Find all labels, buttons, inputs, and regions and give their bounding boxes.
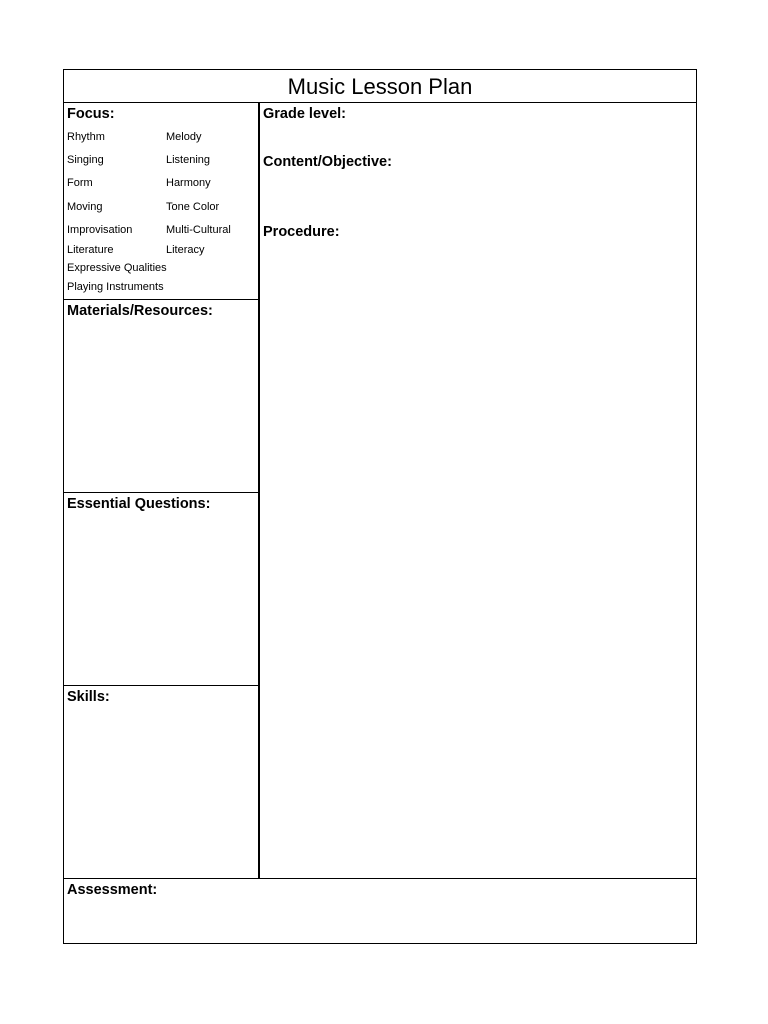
focus-item: Listening (166, 154, 211, 166)
right-column[interactable] (260, 103, 696, 878)
focus-item: Tone Color (166, 201, 220, 213)
skills-section[interactable] (64, 686, 258, 878)
focus-item: Expressive Qualities (67, 262, 167, 274)
focus-item: Harmony (166, 177, 211, 189)
focus-item: Improvisation (67, 224, 133, 236)
focus-section (64, 103, 258, 300)
skills-label: Skills: (67, 689, 110, 705)
focus-item: Singing (67, 154, 104, 166)
essential-questions-section[interactable] (64, 493, 258, 686)
materials-section[interactable] (64, 300, 258, 493)
assessment-section[interactable] (64, 878, 696, 944)
left-column (64, 103, 260, 878)
focus-item: Playing Instruments (67, 281, 164, 293)
focus-item: Rhythm (67, 131, 105, 143)
lesson-plan-form (63, 69, 697, 944)
content-objective-label: Content/Objective: (263, 154, 392, 170)
page-title: Music Lesson Plan (287, 74, 473, 99)
assessment-label: Assessment: (67, 882, 158, 898)
focus-item: Form (67, 177, 93, 189)
focus-label: Focus: (67, 106, 115, 122)
materials-label: Materials/Resources: (67, 303, 213, 319)
focus-item: Melody (166, 131, 202, 143)
focus-item: Literacy (166, 244, 205, 256)
focus-item: Literature (67, 244, 114, 256)
focus-item: Multi-Cultural (166, 224, 231, 236)
focus-item: Moving (67, 201, 103, 213)
grade-level-label: Grade level: (263, 106, 347, 122)
title-row (64, 70, 696, 103)
procedure-label: Procedure: (263, 224, 340, 240)
essential-questions-label: Essential Questions: (67, 496, 211, 512)
